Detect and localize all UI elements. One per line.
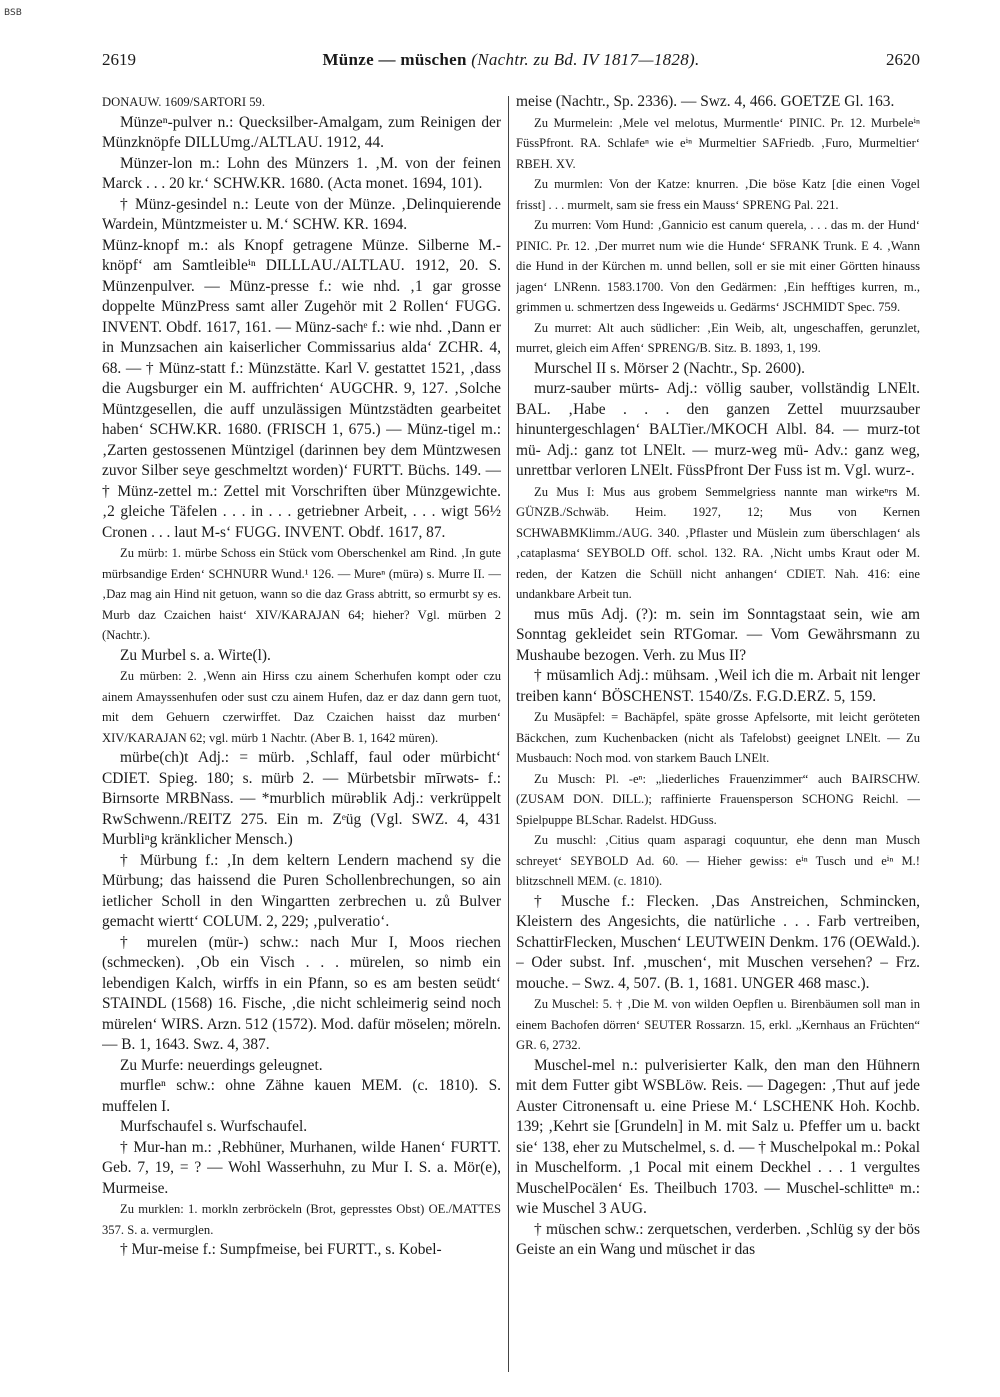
dictionary-entry: † murelen (mür-) schw.: nach Mur I, Moos riechen (schmecken). ‚Ob ein Visch . . . mürelen, so nimb ein lebendigen Kalch, wirffs in ein Pfann, so es am besten seüdt‘ STAINDL (1568) 16. Fische, ‚die nicht schleimerig seind noch mürelen‘ WIRS. Arzn. 512 (1572). Mod. dafür möselen; möreln. — B. 1, 1643. Swz. 4, 387. — [102, 933, 501, 1053]
dictionary-entry: Zu murklen: 1. morkln zerbröckeln (Brot, gepresstes Obst) OE./MATTES 357. S. a. vermurglen. — [102, 1202, 501, 1237]
page-header — [102, 50, 920, 70]
dictionary-entry: Zu Muschel: 5. † ‚Die M. von wilden Oepflen u. Birenbäumen soll man in einem Bachofen dörren‘ SEUTER Rossarzn. 15, erkl. „Kernhaus an Früchten“ GR. 6, 2732. — [516, 997, 920, 1052]
page-number-left: 2619 — [102, 50, 136, 69]
dictionary-entry: mürbe(ch)t Adj.: = mürb. ‚Schlaff, faul oder mürbicht‘ CDIET. Spieg. 180; s. mürb 2. — Mürbetsbir mīrwəts- f.: Birnsorte MRBNass. — *murblich mürəblik Adj.: verkrüppelt RwSchwenn./REITZ 275. Ein m. Zᵉüg (Vgl. SWZ. 4, 431 Murbliⁿg kränklicher Mensch.) — [102, 749, 501, 848]
dictionary-entry: † müschen schw.: zerquetschen, verderben. ‚Schlüg sy der bös Geiste an ein Wang und müschet ir das — [516, 1220, 920, 1258]
dictionary-entry: Zu Musch: Pl. -eⁿ: „liederliches Frauenzimmer“ auch BAIRSCHW. (ZUSAM DON. DILL.); raffinierte Frauensperson SCHONG Reichl. — Spielpuppe BLSchar. Radelst. HDGuss. — [516, 771, 920, 827]
dictionary-entry: † Musche f.: Flecken. ‚Das Anstreichen, Schmincken, Kleistern des Angesichts, die natürliche . . . Farb vertreiben, SchattirFlecken, Muschen‘ LEUTWEIN Denkm. 176 (OEWald.). – Oder subst. Inf. ‚muschen‘, mit Muschen versehen? – Frz. mouche. – Swz. 4, 507. (B. 1, 1681. UNGER 468 masc.). — [516, 892, 920, 992]
dictionary-entry: meise (Nachtr., Sp. 2336). — Swz. 4, 466. GOETZE Gl. 163. — [516, 93, 895, 110]
dictionary-entry: † Mürbung f.: ‚In dem keltern Lendern machend sy die Mürbung; das haissend die Puren Schollenbrechungen, so ain ietlicher Scholl in den Wingartten zerbrechen u. zů Bulver gemacht wiertt‘ COLUM. 2, 229; ‚pulveratio‘. — [102, 851, 501, 930]
dictionary-entry: Zu Musäpfel: = Bachäpfel, späte grosse Apfelsorte, mit leicht geröteten Bäckchen, zum Kuchenbacken (nicht als Tafelobst) geeignet LNElt. — Zu Musbauch: Noch mod. von starkem Bauch LNElt. — [516, 710, 920, 765]
dictionary-entry: Münzer-lon m.: Lohn des Münzers 1. ‚M. von der feinen Marck . . . 20 kr.‘ SCHW.KR. 1680. (Acta monet. 1694, 101). — [102, 154, 501, 192]
running-title-note: (Nachtr. zu Bd. IV 1817—1828). — [466, 50, 700, 69]
dictionary-entry: Muschel-mel n.: pulverisierter Kalk, den man den Hühnern mit dem Futter gibt WSBLöw. Reis. — Dagegen: ‚Thut auf jede Auster Citronensaft u. eine Priese M.‘ LSCHENK Hoh. Kochb. 139; ‚Kehrt sie [Grundeln] in M. mit Salz u. Pfeffer um u. backt sie‘ 138, eher zu Mutschelmel, s. d. — † Muschelpokal m.: Pokal in Muschelform. ‚1 Pocal mit einem Deckhel . . . 1 vergultes MuschelPocälen‘ Es. Theilbuch 1703. — Muschel-schlitteⁿ m.: wie Muschel 3 AUG. — [516, 1056, 920, 1217]
dictionary-entry: † Münz-gesindel n.: Leute von der Münze. ‚Delinquierende Wardein, Müntzmeister u. M.‘ SCHW. KR. 1694. — [102, 195, 501, 233]
page-number-right: 2620 — [886, 50, 920, 69]
dictionary-entry: Zu Murfe: neuerdings geleugnet. — [120, 1056, 323, 1074]
dictionary-entry: Zu murmlen: Von der Katze: knurren. ‚Die böse Katz [die einen Vogel frisst] . . . murmelt, sam sie fress ein Mauss‘ SPRENG Pal. 221. — [516, 177, 920, 212]
library-stamp: BSB — [4, 8, 22, 18]
dictionary-entry: Zu muschl: ‚Citius quam asparagi coquuntur, ehe denn man Musch schreyet‘ SEYBOLD Ad. 60. — Hieher gewiss: eⁱⁿ Tusch und eⁱⁿ M.! blitzschnell MEM. (c. 1810). — [516, 833, 920, 888]
dictionary-entry: Zu mürb: 1. mürbe Schoss ein Stück vom Oberschenkel am Rind. ‚In gute mürbsandige Erden‘ SCHNURR Wund.¹ 126. — Mureⁿ (mürə) s. Murre II. — ‚Daz mag ain Hind nit getuon, wann so die daz Grass abtritt, so ermurbt sy es. Murb daz Czaichen haist‘ XIV/KARAJAN 64; hieher? Vgl. mürben 2 (Nachtr.). — [102, 546, 501, 642]
dictionary-entry: DONAUW. 1609/SARTORI 59. — [102, 95, 265, 109]
running-title — [172, 50, 850, 70]
dictionary-entry: Zu murret: Alt auch südlicher: ‚Ein Weib, alt, ungeschaffen, gerunzlet, murret, gleich eim Affen‘ SPRENG/B. Sitz. B. 1893, 1, 199. — [516, 320, 920, 355]
dictionary-entry: Zu murren: Vom Hund: ‚Gannicio est canum querela, . . . das m. der Hund‘ PINIC. Pr. 12. ‚Der murret num wie die Hunde‘ SFRANK Trunk. E 4. ‚Wann die Hund in der Kürchen m. unnd bellen, soll er sie mit einer Görtten hinauss jagen‘ LNRenn. 1583.1700. Von den Gedärmen: ‚Ein hefftiges kurren, m., grimmen u. schmertzen dess Ingeweids u. Gedärms‘ JSCHMIDT Spec. 759. — [516, 218, 920, 314]
dictionary-entry: murfleⁿ schw.: ohne Zähne kauen MEM. (c. 1810). S. muffelen I. — [102, 1077, 501, 1115]
dictionary-entry: † Mur-meise f.: Sumpfmeise, bei FURTT., s. Kobel- — [120, 1241, 442, 1258]
column-divider — [508, 96, 509, 1372]
dictionary-entry: Murschel II s. Mörser 2 (Nachtr., Sp. 2600). — [534, 359, 805, 377]
right-column — [516, 92, 920, 1388]
dictionary-entry: mus mūs Adj. (?): m. sein im Sonntagstaat sein, wie am Sonntag gekleidet sein RTGomar. — Vom Gewährsmann zu Mushaube bezogen. Verh. zu Mus II? — [516, 605, 920, 664]
dictionary-entry: Zu Murmelein: ‚Mele vel melotus, Murmentle‘ PINIC. Pr. 12. Murbeleⁱⁿ FüssPfront. RA. Schlafeⁿ wie eⁱⁿ Murmeltier SAFriedb. ‚Furo, Murmeltier‘ RBEH. XV. — [516, 115, 920, 171]
dictionary-entry: murz-sauber mürts- Adj.: völlig sauber, vollständig LNElt. BAL. ‚Habe . . . den ganzen Zettel muurzsauber hinuntergeschlagen‘ BALTier./MKOCH Albl. 84. — murz-tot mü- Adj.: ganz tot LNElt. — murz-weg mü- Adv.: ganz weg, unrettbar verloren LNElt. FüssPfront Der Fuss ist m. Vgl. wurz-. — [516, 380, 920, 479]
dictionary-entry: Münz-knopf m.: als Knopf getragene Münze. Silberne M.-knöpf‘ am Samtleibleⁱⁿ DILLLAU./ALTLAU. 1912, 20. S. Münzenpulver. — Münz-presse f.: wie nhd. ‚1 gar grosse doppelte MünzPress samt aller Zugehör mit 2 Rollen‘ FUGG. INVENT. Obdf. 1617, 161. — Münz-sachᵉ f.: wie nhd. ‚Dann er in Munzsachen ain kaiserlicher Commissarius alda‘ ZCHR. 4, 68. — † Münz-statt f.: Münzstätte. Karl V. gestattet 1521, ‚dass die Augsburger ein M. auffrichten‘ AUGCHR. 9, 127. ‚Solche Müntzgesellen, die auff unzulässigen Müntzstädten gearbeitet haben‘ SCHW.KR. 1680. (FRISCH 1, 675.) — Münz-tigel m.: ‚Zarten gestossenen Müntzigel (darinnen bey dem Müntzwesen zuvor Silber seye geschmeltzt worden)‘ FURTT. Büchs. 149. — † Münz-zettel m.: Zettel mit Vorschriften über Münzgewichte. ‚2 gleiche Täfelen . . . in . . . getriebner Arbeit, . . . wigt 56½ Cronen . . . laut M-s‘ FUGG. INVENT. Obdf. 1617, 87. — [102, 236, 501, 541]
running-title-main: Münze — müschen — [322, 50, 467, 69]
dictionary-entry: † müsamlich Adj.: mühsam. ‚Weil ich die m. Arbait nit lenger treiben kann‘ BÖSCHENST. 1540/Zs. F.G.D.ERZ. 5, 159. — [516, 667, 920, 705]
dictionary-entry: Zu Mus I: Mus aus grobem Semmelgriess nannte man wirkeⁿrs M. GÜNZB./Schwäb. Heim. 1927, 12; Mus von Kernen SCHWABMKlimm./AUG. 340. ‚Pflaster und Müslein zum überschlagen‘ als ‚cataplasma‘ SEYBOLD Off. schol. 132. RA. ‚Nicht umbs Kraut oder M. reden, der Katzen die Schüll nicht anhangen‘ CDIET. Nah. 416: eine undankbare Arbeit tun. — [516, 484, 920, 601]
dictionary-entry: † Mur-han m.: ‚Rebhüner, Murhanen, wilde Hanen‘ FURTT. Geb. 7, 19, = ? — Wohl Wasserhuhn, zu Mur I. S. a. Mör(e), Murmeise. — [102, 1138, 501, 1197]
dictionary-entry: Münzeⁿ-pulver n.: Quecksilber-Amalgam, zum Reinigen der Münzknöpfe DILLUmg./ALTLAU. 1912, 44. — [102, 113, 501, 151]
left-column — [102, 92, 501, 1388]
dictionary-entry: Murfschaufel s. Wurfschaufel. — [120, 1118, 308, 1135]
dictionary-entry: Zu Murbel s. a. Wirte(l). — [120, 646, 271, 664]
dictionary-entry: Zu mürben: 2. ‚Wenn ain Hirss czu ainem Scherhufen kompt oder czu ainem Amayssenhufen oder sust czu ainem Hufen, daz er daz dann gern tuot, mit dem Gehuern czerwirffet. Daz Czaichen haisst daz murben‘ XIV/KARAJAN 62; vgl. mürb 1 Nachtr. (Aber B. 1, 1642 müren). — [102, 669, 501, 745]
